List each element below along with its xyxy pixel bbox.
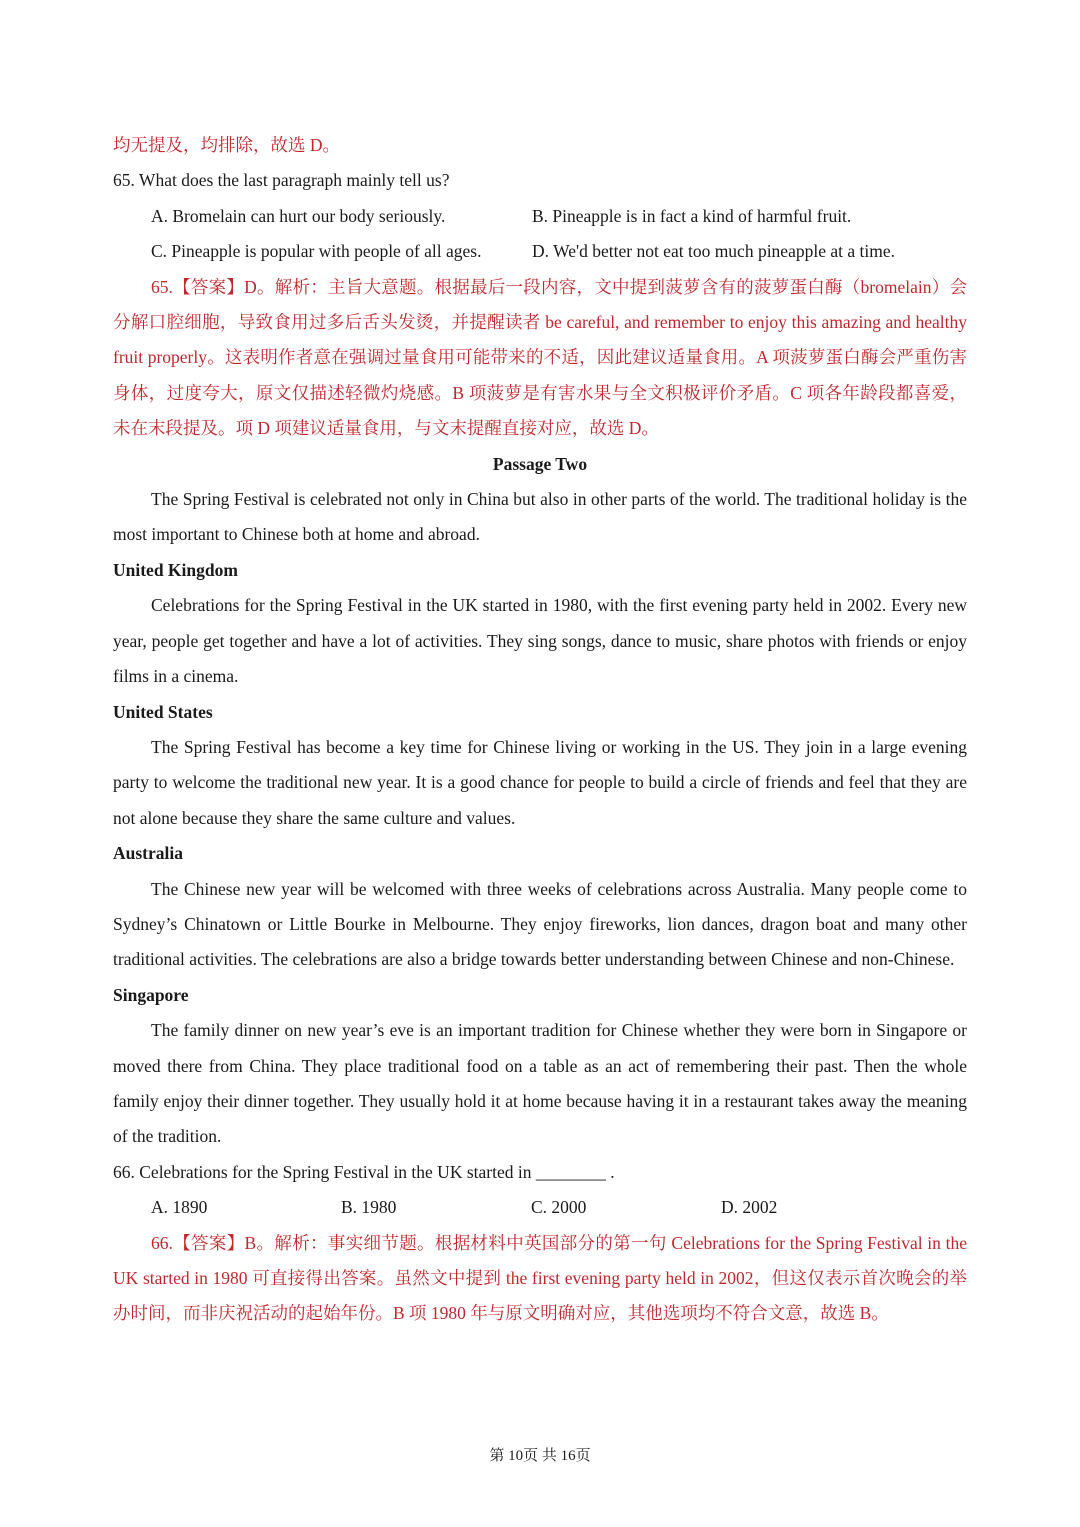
section-heading-us: United States — [113, 701, 213, 722]
option-66-a: A. 1890 — [151, 1197, 208, 1218]
page-number-footer: 第 10页 共 16页 — [489, 1448, 591, 1464]
option-66-b: B. 1980 — [341, 1197, 397, 1218]
question-65: 65. What does the last paragraph mainly tell us? — [113, 170, 450, 191]
answer-64-tail: 均无提及，均排除，故选 D。 — [113, 135, 341, 155]
section-heading-australia: Australia — [113, 843, 183, 864]
option-66-d: D. 2002 — [721, 1197, 778, 1218]
document-page — [113, 128, 967, 1332]
passage-intro: The Spring Festival is celebrated not only in China but also in other parts of the world. The traditional holiday is the most important to Chinese both at home and abroad. — [113, 489, 967, 545]
section-text-uk: Celebrations for the Spring Festival in the UK started in 1980, with the first evening party held in 2002. Every new year, people get together and have a lot of activities. They sing songs, dance to music, share photos with friends or enjoy films in a cinema. — [113, 595, 967, 687]
question-65-options-row-2 — [113, 234, 967, 269]
section-text-singapore: The family dinner on new year’s eve is an important tradition for Chinese whether they were born in Singapore or moved there from China. They place traditional food on a table as an act of remembering their past. Then the whole family enjoy their dinner together. They usually hold it at home because having it in a restaurant takes away the meaning of the tradition. — [113, 1020, 967, 1147]
answer-65: 65.【答案】D。解析：主旨大意题。根据最后一段内容，文中提到菠萝含有的菠萝蛋白酶（bromelain）会分解口腔细胞，导致食用过多后舌头发烫，并提醒读者 be careful, and remember to enjoy this amazing and healthy fruit properly。这表明作者意在强调过量食用可能带来的不适，因此建议适量食用。A 项菠萝蛋白酶会严重伤害身体，过度夸大，原文仅描述轻微灼烧感。B 项菠萝是有害水果与全文积极评价矛盾。C 项各年龄段都喜爱，未在末段提及。项 D 项建议适量食用，与文末提醒直接对应，故选 D。 — [113, 276, 967, 439]
answer-66: 66.【答案】B。解析：事实细节题。根据材料中英国部分的第一句 Celebrations for the Spring Festival in the UK started in 1980 可直接得出答案。虽然文中提到 the first evening party held in 2002，但这仅表示首次晚会的举办时间，而非庆祝活动的起始年份。B 项 1980 年与原文明确对应，其他选项均不符合文意，故选 B。 — [113, 1232, 967, 1324]
option-65-d: D. We'd better not eat too much pineapple at a time. — [532, 241, 895, 262]
option-65-c: C. Pineapple is popular with people of all ages. — [151, 241, 482, 262]
section-text-us: The Spring Festival has become a key time for Chinese living or working in the US. They join in a large evening party to welcome the traditional new year. It is a good chance for people to build a circle of friends and feel that they are not alone because they share the same culture and values. — [113, 736, 967, 828]
question-66-options — [113, 1190, 967, 1225]
question-65-options-row-1 — [113, 199, 967, 234]
option-65-b: B. Pineapple is in fact a kind of harmful fruit. — [532, 205, 852, 226]
section-heading-uk: United Kingdom — [113, 559, 238, 580]
option-66-c: C. 2000 — [531, 1197, 587, 1218]
question-66: 66. Celebrations for the Spring Festival in the UK started in ________ . — [113, 1161, 615, 1182]
section-heading-singapore: Singapore — [113, 984, 189, 1005]
passage-title: Passage Two — [492, 453, 588, 474]
section-text-australia: The Chinese new year will be welcomed with three weeks of celebrations across Australia. Many people come to Sydney’s Chinatown or Little Bourke in Melbourne. They enjoy fireworks, lion dances, dragon boat and many other traditional activities. The celebrations are also a bridge towards better understanding between Chinese and non-Chinese. — [113, 878, 967, 970]
option-65-a: A. Bromelain can hurt our body seriously. — [151, 205, 446, 226]
